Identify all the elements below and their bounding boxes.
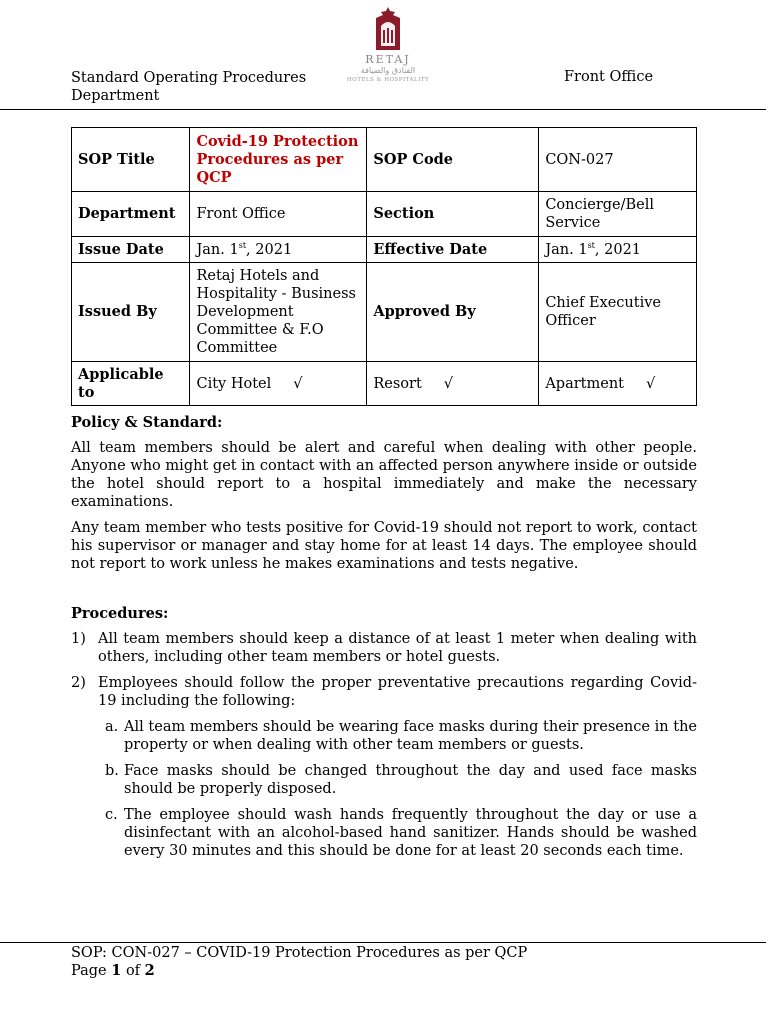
effective-date-value: [539, 237, 697, 263]
check-icon: √: [293, 375, 303, 392]
retaj-crown-icon: [371, 6, 405, 52]
table-row: [72, 362, 697, 406]
sub-list-letter: a.: [105, 719, 119, 735]
effective-date-year: , 2021: [594, 241, 642, 258]
page-current: 1: [111, 962, 122, 979]
sop-title-value: Covid-19 Protection Procedures as per QCP: [190, 128, 367, 192]
sop-info-table: [71, 127, 697, 406]
header-left: [71, 69, 306, 105]
issue-date-value: [190, 237, 367, 263]
header-department-line: Department: [71, 88, 160, 104]
logo-subtitle: HOTELS & HOSPITALITY: [346, 77, 430, 83]
approved-by-label: Approved By: [367, 263, 539, 362]
page-header: [0, 0, 768, 112]
sub-list-item-text: Face masks should be changed throughout the day and used face masks should be properly disposed.: [124, 763, 697, 797]
list-number: 2): [71, 675, 86, 691]
sub-list-letter: c.: [105, 807, 118, 823]
effective-date-label: Effective Date: [367, 237, 539, 263]
section-label: Section: [367, 192, 539, 237]
section-value: Concierge/Bell Service: [539, 192, 697, 237]
footer-sop-line: SOP: CON-027 – COVID-19 Protection Procedures as per QCP: [71, 945, 528, 961]
sub-list-item-text: All team members should be wearing face masks during their presence in the property or when dealing with other team members or guests.: [124, 719, 697, 753]
issued-by-value: Retaj Hotels and Hospitality - Business Development Committee & F.O Committee: [190, 263, 367, 362]
logo-name: RETAJ: [365, 53, 411, 66]
page-word: Page: [71, 963, 107, 979]
table-row: [72, 237, 697, 263]
issue-date-label: Issue Date: [72, 237, 190, 263]
effective-date-suffix: st: [587, 240, 595, 250]
issue-date-main: Jan. 1: [196, 241, 239, 258]
sub-list-item-text: The employee should wash hands frequently throughout the day or use a disinfectant with an alcohol-based hand sanitizer. Hands should be washed every 30 minutes and this should be done for at least 20 seconds each time.: [124, 807, 697, 859]
list-item: [71, 674, 697, 710]
policy-title: Policy & Standard:: [71, 414, 223, 431]
applicable-apartment: [539, 362, 697, 406]
page-of: of: [125, 963, 141, 979]
policy-paragraph: Any team member who tests positive for Covid-19 should not report to work, contact his supervisor or manager and stay home for at least 14 days. The employee should not report to work unless he makes examinations and tests negative.: [71, 520, 697, 572]
sub-list-item: [105, 762, 697, 798]
list-item-text: Employees should follow the proper preventative precautions regarding Covid-19 including the following:: [98, 675, 697, 709]
city-hotel-label: City Hotel: [196, 375, 272, 392]
resort-label: Resort: [373, 375, 422, 392]
header-right: Front Office: [564, 69, 654, 85]
table-row: [72, 192, 697, 237]
document-body: [71, 414, 697, 868]
page-total: 2: [144, 962, 155, 979]
applicable-resort: [367, 362, 539, 406]
footer-divider: [0, 942, 766, 943]
sub-list-letter: b.: [105, 763, 119, 779]
check-icon: √: [443, 375, 454, 392]
logo-arabic-text: الفنادق والضيافة: [360, 66, 416, 75]
policy-paragraph: All team members should be alert and careful when dealing with other people. Anyone who might get in contact with an affected person anywhere inside or outside the hotel should report to a hospital immediately and make the necessary examinations.: [71, 440, 697, 510]
spacer: [71, 581, 697, 605]
procedures-title: Procedures:: [71, 605, 169, 622]
page-footer: [71, 944, 527, 980]
sop-title-label: SOP Title: [72, 128, 190, 192]
issue-date-suffix: st: [238, 240, 247, 250]
sub-list-item: [105, 718, 697, 754]
department-label: Department: [72, 192, 190, 237]
page-number: [71, 962, 527, 980]
issued-by-label: Issued By: [72, 263, 190, 362]
sub-list-item: [105, 806, 697, 860]
header-sop-line: Standard Operating Procedures: [71, 70, 307, 86]
header-divider: [0, 109, 766, 110]
approved-by-value: Chief Executive Officer: [539, 263, 697, 362]
apartment-label: Apartment: [545, 375, 624, 392]
applicable-city-hotel: [190, 362, 367, 406]
sop-code-value: CON-027: [539, 128, 697, 192]
list-number: 1): [71, 631, 86, 647]
effective-date-main: Jan. 1: [545, 241, 588, 258]
applicable-label: Applicable to: [72, 362, 190, 406]
retaj-logo: [340, 6, 436, 92]
sop-code-label: SOP Code: [367, 128, 539, 192]
list-item-text: All team members should keep a distance of at least 1 meter when dealing with others, including other team members or hotel guests.: [98, 631, 697, 665]
check-icon: √: [645, 375, 656, 392]
list-item: [71, 630, 697, 666]
issue-date-year: , 2021: [246, 241, 293, 258]
table-row: [72, 263, 697, 362]
table-row: [72, 128, 697, 192]
department-value: Front Office: [190, 192, 367, 237]
